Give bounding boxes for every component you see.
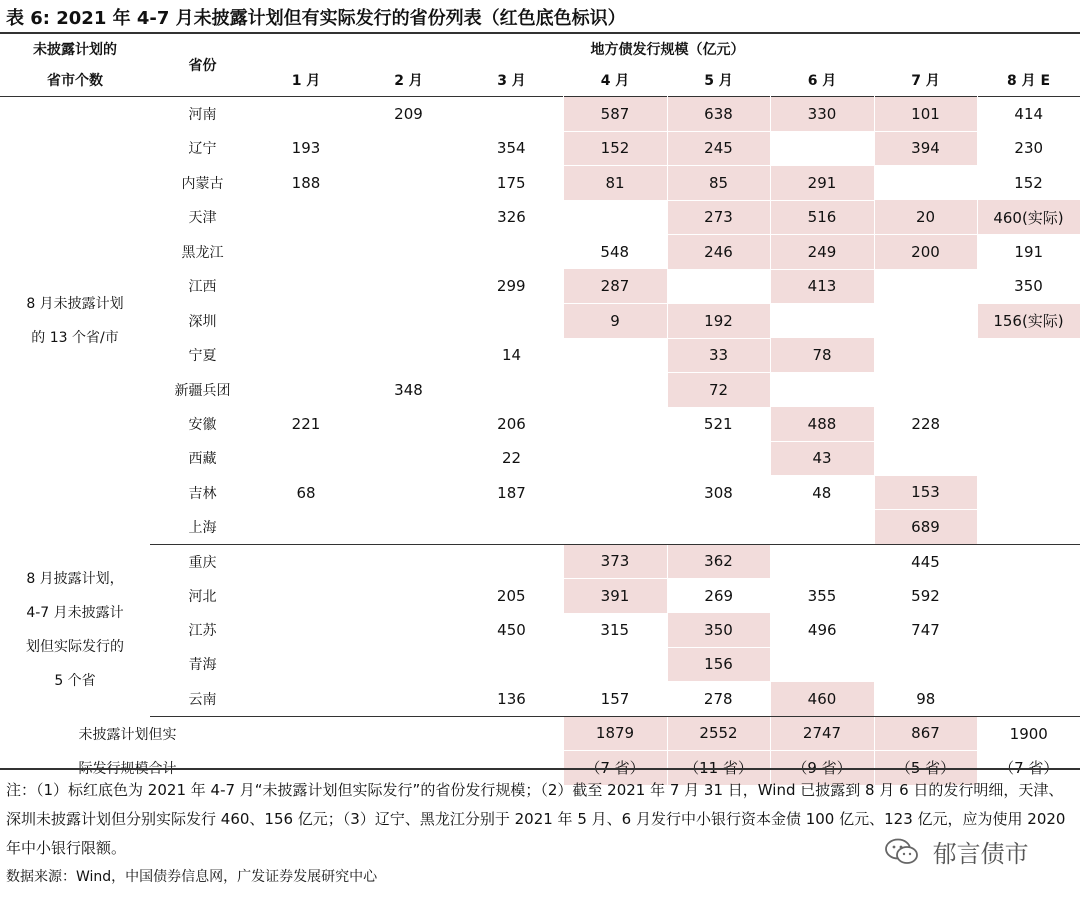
value-cell xyxy=(977,579,1080,614)
table-title: 表 6: 2021 年 4-7 月未披露计划但有实际发行的省份列表（红色底色标识） xyxy=(6,8,626,29)
province-cell: 吉林 xyxy=(188,485,217,502)
value-cell: 330 xyxy=(770,97,874,132)
value-cell: 193 xyxy=(291,139,321,158)
value-cell: 192 xyxy=(667,304,770,339)
value-cell xyxy=(357,682,460,717)
province-cell: 河南 xyxy=(188,107,217,123)
value-cell xyxy=(563,510,667,545)
table-row xyxy=(0,510,1080,545)
value-cell xyxy=(874,441,977,476)
province-cell: 内蒙古 xyxy=(181,175,224,192)
value-cell: 350 xyxy=(1014,277,1043,296)
total-count: （7 省） xyxy=(999,759,1059,778)
value-cell xyxy=(357,544,460,579)
value-cell: 188 xyxy=(291,173,321,192)
value-cell xyxy=(563,441,667,476)
value-cell xyxy=(357,476,460,510)
value-cell xyxy=(563,476,667,510)
value-cell xyxy=(977,613,1080,647)
value-cell: 156 xyxy=(667,647,770,682)
month-header: 2 月 xyxy=(394,73,423,89)
value-cell: 278 xyxy=(667,682,770,717)
value-cell: 548 xyxy=(600,242,630,261)
value-cell xyxy=(770,131,874,166)
value-cell xyxy=(357,131,460,166)
value-cell xyxy=(770,510,874,545)
value-cell: 136 xyxy=(460,682,563,717)
group-col-header-line2: 省市个数 xyxy=(47,73,103,89)
value-cell xyxy=(255,441,357,476)
value-cell xyxy=(977,441,1080,476)
value-cell: 152 xyxy=(1014,173,1043,192)
title-bar xyxy=(0,0,1080,34)
value-cell xyxy=(357,613,460,647)
value-cell: 394 xyxy=(874,131,977,166)
value-cell xyxy=(770,544,874,579)
totals-row-values xyxy=(0,716,1080,751)
table-row xyxy=(0,476,1080,510)
value-cell: 521 xyxy=(703,415,733,434)
value-cell xyxy=(563,200,667,235)
province-cell: 云南 xyxy=(150,682,255,717)
group-col-header-line1: 未披露计划的 xyxy=(33,41,117,58)
group2-body xyxy=(0,544,1080,716)
value-cell: 355 xyxy=(807,586,837,605)
value-cell: 221 xyxy=(291,415,321,433)
value-cell xyxy=(357,441,460,476)
province-cell: 辽宁 xyxy=(188,141,217,158)
value-cell: 81 xyxy=(563,166,667,201)
value-cell: 48 xyxy=(812,483,832,502)
total-count: （9 省） xyxy=(770,751,874,786)
value-cell xyxy=(357,510,460,545)
value-cell: 9 xyxy=(563,304,667,339)
province-cell: 青海 xyxy=(188,657,217,674)
value-cell xyxy=(255,235,357,270)
value-cell: 362 xyxy=(667,544,770,579)
province-col-header: 省份 xyxy=(188,57,217,74)
value-cell: 592 xyxy=(911,586,940,605)
value-cell xyxy=(255,338,357,373)
value-cell: 354 xyxy=(496,139,526,158)
month-header: 3 月 xyxy=(497,73,526,89)
value-cell: 228 xyxy=(911,415,941,433)
value-cell xyxy=(770,647,874,682)
group2-label xyxy=(0,544,150,716)
table-row xyxy=(0,235,1080,270)
group1-label-line: 8 月未披露计划 xyxy=(26,295,124,312)
value-cell xyxy=(977,682,1080,717)
value-cell: 78 xyxy=(770,338,874,373)
value-cell: 246 xyxy=(667,235,770,270)
table-row xyxy=(0,407,1080,441)
province-cell: 深圳 xyxy=(188,313,217,330)
value-cell: 200 xyxy=(874,235,977,270)
value-cell: 391 xyxy=(563,579,667,614)
value-cell xyxy=(874,304,977,339)
value-cell xyxy=(977,476,1080,510)
table-row xyxy=(0,682,1080,717)
province-cell: 西藏 xyxy=(188,451,217,468)
value-cell: 206 xyxy=(497,415,526,433)
value-cell: 205 xyxy=(496,586,526,605)
value-cell xyxy=(255,613,357,647)
value-cell xyxy=(460,235,563,270)
province-cell: 宁夏 xyxy=(188,348,217,365)
value-cell: 191 xyxy=(1014,243,1044,261)
value-cell xyxy=(563,373,667,408)
value-cell xyxy=(255,200,357,235)
total-count: （7 省） xyxy=(563,751,667,786)
value-cell: 85 xyxy=(667,166,770,201)
province-cell: 重庆 xyxy=(188,554,217,571)
value-cell xyxy=(460,510,563,545)
table-row xyxy=(0,97,1080,132)
table-row xyxy=(0,613,1080,647)
value-cell: 152 xyxy=(563,131,667,166)
value-cell xyxy=(357,338,460,373)
table-row xyxy=(0,579,1080,614)
value-cell xyxy=(874,269,977,304)
value-cell: 308 xyxy=(704,483,733,502)
value-cell: 350 xyxy=(667,613,770,647)
value-cell: 638 xyxy=(667,97,770,132)
value-cell xyxy=(357,407,460,441)
value-cell: 20 xyxy=(874,200,977,235)
value-cell xyxy=(563,338,667,373)
month-header: 5 月 xyxy=(704,73,733,89)
value-cell xyxy=(357,200,460,235)
value-cell: 460(实际) xyxy=(977,200,1080,235)
value-cell: 269 xyxy=(704,587,734,605)
value-cell xyxy=(255,579,357,614)
value-cell: 209 xyxy=(394,105,423,123)
total-value: 1879 xyxy=(563,716,667,751)
totals-label-line2: 际发行规模合计 xyxy=(78,760,177,777)
value-cell xyxy=(255,304,357,339)
value-cell: 245 xyxy=(667,131,770,166)
value-cell xyxy=(977,510,1080,545)
month-header: 6 月 xyxy=(807,73,837,89)
value-cell: 287 xyxy=(563,269,667,304)
value-cell: 22 xyxy=(501,449,522,468)
value-cell xyxy=(255,269,357,304)
value-cell: 98 xyxy=(874,682,977,717)
group2-label-line: 划但实际发行的 xyxy=(26,639,124,655)
table-row xyxy=(0,200,1080,235)
group2-label-line: 4-7 月未披露计 xyxy=(26,605,124,621)
value-cell: 156(实际) xyxy=(977,304,1080,339)
value-cell xyxy=(255,510,357,545)
value-cell xyxy=(357,269,460,304)
value-cell xyxy=(874,647,977,682)
value-cell: 488 xyxy=(770,407,874,441)
total-value: 2552 xyxy=(667,716,770,751)
value-cell xyxy=(977,647,1080,682)
group2-label-line: 8 月披露计划， xyxy=(26,571,124,587)
value-cell: 326 xyxy=(497,208,526,227)
province-cell: 江苏 xyxy=(188,623,217,639)
value-cell xyxy=(977,544,1080,579)
value-cell: 373 xyxy=(563,544,667,579)
value-cell xyxy=(667,269,770,304)
value-cell: 291 xyxy=(770,166,874,201)
month-header: 7 月 xyxy=(911,73,940,89)
value-cell xyxy=(977,338,1080,373)
value-cell xyxy=(255,97,357,132)
value-cell: 413 xyxy=(770,269,874,304)
scale-header: 地方债发行规模（亿元） xyxy=(590,41,745,58)
total-value: 2747 xyxy=(770,716,874,751)
value-cell: 153 xyxy=(874,476,977,510)
value-cell xyxy=(874,373,977,408)
value-cell: 445 xyxy=(911,552,940,571)
value-cell: 689 xyxy=(874,510,977,545)
value-cell xyxy=(460,647,563,682)
value-cell: 315 xyxy=(600,621,630,640)
value-cell: 460 xyxy=(770,682,874,717)
group1-label xyxy=(0,97,150,545)
month-header: 8 月 E xyxy=(1006,73,1051,89)
value-cell: 43 xyxy=(770,441,874,476)
value-cell: 68 xyxy=(296,483,316,502)
value-cell: 230 xyxy=(1014,139,1044,158)
value-cell xyxy=(667,441,770,476)
watermark xyxy=(885,834,1029,872)
month-header: 4 月 xyxy=(600,73,630,89)
value-cell: 496 xyxy=(807,621,837,639)
total-count: （5 省） xyxy=(874,751,977,786)
value-cell xyxy=(255,544,357,579)
value-cell: 414 xyxy=(1014,105,1044,123)
table-row xyxy=(0,304,1080,339)
value-cell xyxy=(460,544,563,579)
value-cell xyxy=(770,373,874,408)
value-cell xyxy=(667,510,770,545)
value-cell xyxy=(357,235,460,270)
table-row xyxy=(0,441,1080,476)
value-cell xyxy=(563,407,667,441)
value-cell xyxy=(357,304,460,339)
table-row xyxy=(0,131,1080,166)
value-cell xyxy=(874,338,977,373)
value-cell: 587 xyxy=(563,97,667,132)
value-cell xyxy=(460,304,563,339)
value-cell: 273 xyxy=(667,200,770,235)
data-source: 数据来源：Wind，中国债券信息网，广发证券发展研究中心 xyxy=(6,869,378,885)
table-row xyxy=(0,166,1080,201)
value-cell: 33 xyxy=(667,338,770,373)
value-cell: 348 xyxy=(394,380,423,399)
value-cell xyxy=(255,373,357,408)
province-cell: 天津 xyxy=(188,210,217,227)
watermark-text: 郁言债市 xyxy=(932,840,1029,868)
total-count: （11 省） xyxy=(667,751,770,786)
month-header: 1 月 xyxy=(291,73,321,89)
group1-label-line: 的 13 个省/市 xyxy=(31,329,119,346)
group1-body xyxy=(0,97,1080,545)
value-cell xyxy=(255,647,357,682)
value-cell xyxy=(563,647,667,682)
total-value: 1900 xyxy=(1009,724,1048,743)
footer xyxy=(0,768,1080,892)
province-cell: 江西 xyxy=(188,279,217,296)
table-row xyxy=(0,647,1080,682)
value-cell xyxy=(977,373,1080,408)
value-cell: 516 xyxy=(770,200,874,235)
value-cell: 187 xyxy=(497,483,526,502)
table-row xyxy=(0,269,1080,304)
value-cell xyxy=(255,682,357,717)
table-row xyxy=(0,338,1080,373)
value-cell xyxy=(460,97,563,132)
total-value: 867 xyxy=(874,716,977,751)
value-cell xyxy=(874,166,977,201)
value-cell xyxy=(770,304,874,339)
province-cell: 上海 xyxy=(150,510,255,545)
value-cell: 14 xyxy=(501,346,522,365)
header-row-top xyxy=(0,33,1080,64)
value-cell xyxy=(977,407,1080,441)
value-cell: 299 xyxy=(496,277,526,296)
value-cell xyxy=(357,579,460,614)
issuance-table xyxy=(0,33,1080,786)
wechat-icon xyxy=(885,838,919,872)
value-cell: 175 xyxy=(496,173,526,192)
value-cell: 72 xyxy=(667,373,770,408)
value-cell: 747 xyxy=(911,621,940,639)
value-cell xyxy=(460,373,563,408)
value-cell: 157 xyxy=(563,682,667,717)
table-row xyxy=(0,544,1080,579)
table-row xyxy=(0,373,1080,408)
province-cell: 新疆兵团 xyxy=(174,382,231,399)
value-cell: 450 xyxy=(497,621,526,639)
totals-label-line1: 未披露计划但实 xyxy=(78,726,177,743)
province-cell: 黑龙江 xyxy=(181,244,224,261)
province-cell: 河北 xyxy=(188,588,217,605)
group2-label-line: 5 个省 xyxy=(54,673,96,689)
value-cell xyxy=(357,166,460,201)
province-cell: 安徽 xyxy=(188,417,217,433)
value-cell: 249 xyxy=(770,235,874,270)
value-cell xyxy=(357,647,460,682)
footnote: 注：（1）标红底色为 2021 年 4-7 月“未披露计划但实际发行”的省份发行规模；（2）截至 2021 年 7 月 31 日，Wind 已披露到 8 月 6 日的发行明细，天津、深圳未披露计划但分别实际发行 460、156 亿元；（3）辽宁、黑龙江分别于 2021 年 5 月、6 月发行中小银行资本金债 100 亿元、123 亿元，应为使用 2020 年中小银行限额。 xyxy=(6,781,1066,857)
value-cell: 101 xyxy=(874,97,977,132)
